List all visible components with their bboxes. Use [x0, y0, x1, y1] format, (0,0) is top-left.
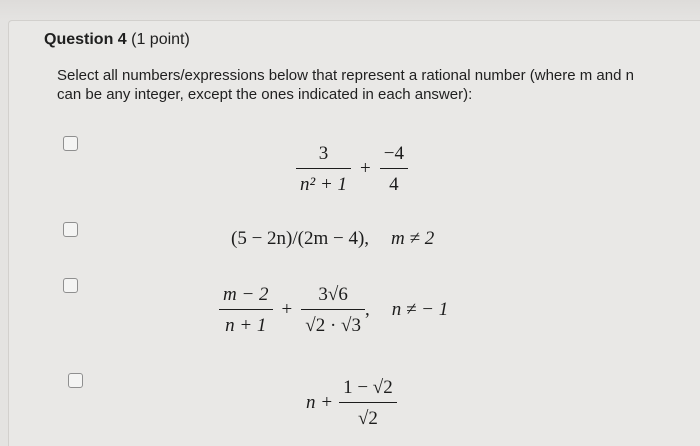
question-prompt: Select all numbers/expressions below that represent a rational number (where m and n can be any integer, except the ones indicated in each answer):	[57, 67, 634, 103]
option-2-fraction-text: (5 − 2n)/(2m − 4),	[231, 228, 370, 249]
question-points: (1 point)	[126, 31, 190, 48]
option-3-fraction-1-numerator: m − 2	[223, 284, 269, 305]
option-1-fraction-1	[296, 142, 351, 196]
question-title	[44, 31, 190, 49]
option-1-plus-sign: +	[360, 158, 371, 179]
option-2-checkbox[interactable]	[63, 222, 78, 237]
option-4-fraction-denominator: √2	[357, 408, 378, 429]
option-3-expression[interactable]	[219, 283, 448, 337]
option-4-fraction-numerator: 1 − √2	[343, 377, 393, 398]
option-1-fraction-2	[380, 142, 408, 196]
option-4-fraction	[339, 376, 397, 430]
option-3-fraction-1	[219, 283, 273, 337]
option-3-condition: n ≠ − 1	[391, 299, 449, 320]
option-4-lead: n +	[306, 392, 334, 413]
option-3-fraction-2-denominator: √2 · √3	[305, 315, 361, 336]
option-3-fraction-2-numerator: 3√6	[318, 284, 348, 305]
option-2-expression[interactable]	[231, 228, 434, 250]
option-1-fraction-1-denominator: n² + 1	[300, 174, 348, 195]
fraction-bar	[339, 402, 397, 403]
fraction-bar	[380, 168, 408, 169]
option-1-fraction-1-numerator: 3	[318, 143, 329, 164]
option-2-condition: m ≠ 2	[391, 228, 435, 249]
fraction-bar	[296, 168, 351, 169]
option-3-comma: ,	[364, 299, 370, 320]
option-1-fraction-2-denominator: 4	[389, 174, 399, 195]
option-3-plus-sign: +	[281, 299, 293, 320]
option-3-fraction-1-denominator: n + 1	[225, 315, 267, 336]
option-4-checkbox[interactable]	[68, 373, 83, 388]
top-band	[0, 0, 700, 20]
option-3-checkbox[interactable]	[63, 278, 78, 293]
fraction-bar	[219, 309, 273, 310]
option-4-expression[interactable]	[306, 376, 397, 430]
option-1-expression[interactable]	[296, 142, 408, 196]
option-1-fraction-2-numerator: −4	[383, 143, 404, 164]
fraction-bar	[301, 309, 365, 310]
option-1-checkbox[interactable]	[63, 136, 78, 151]
question-number: Question 4	[44, 31, 127, 48]
option-3-fraction-2	[301, 283, 365, 337]
